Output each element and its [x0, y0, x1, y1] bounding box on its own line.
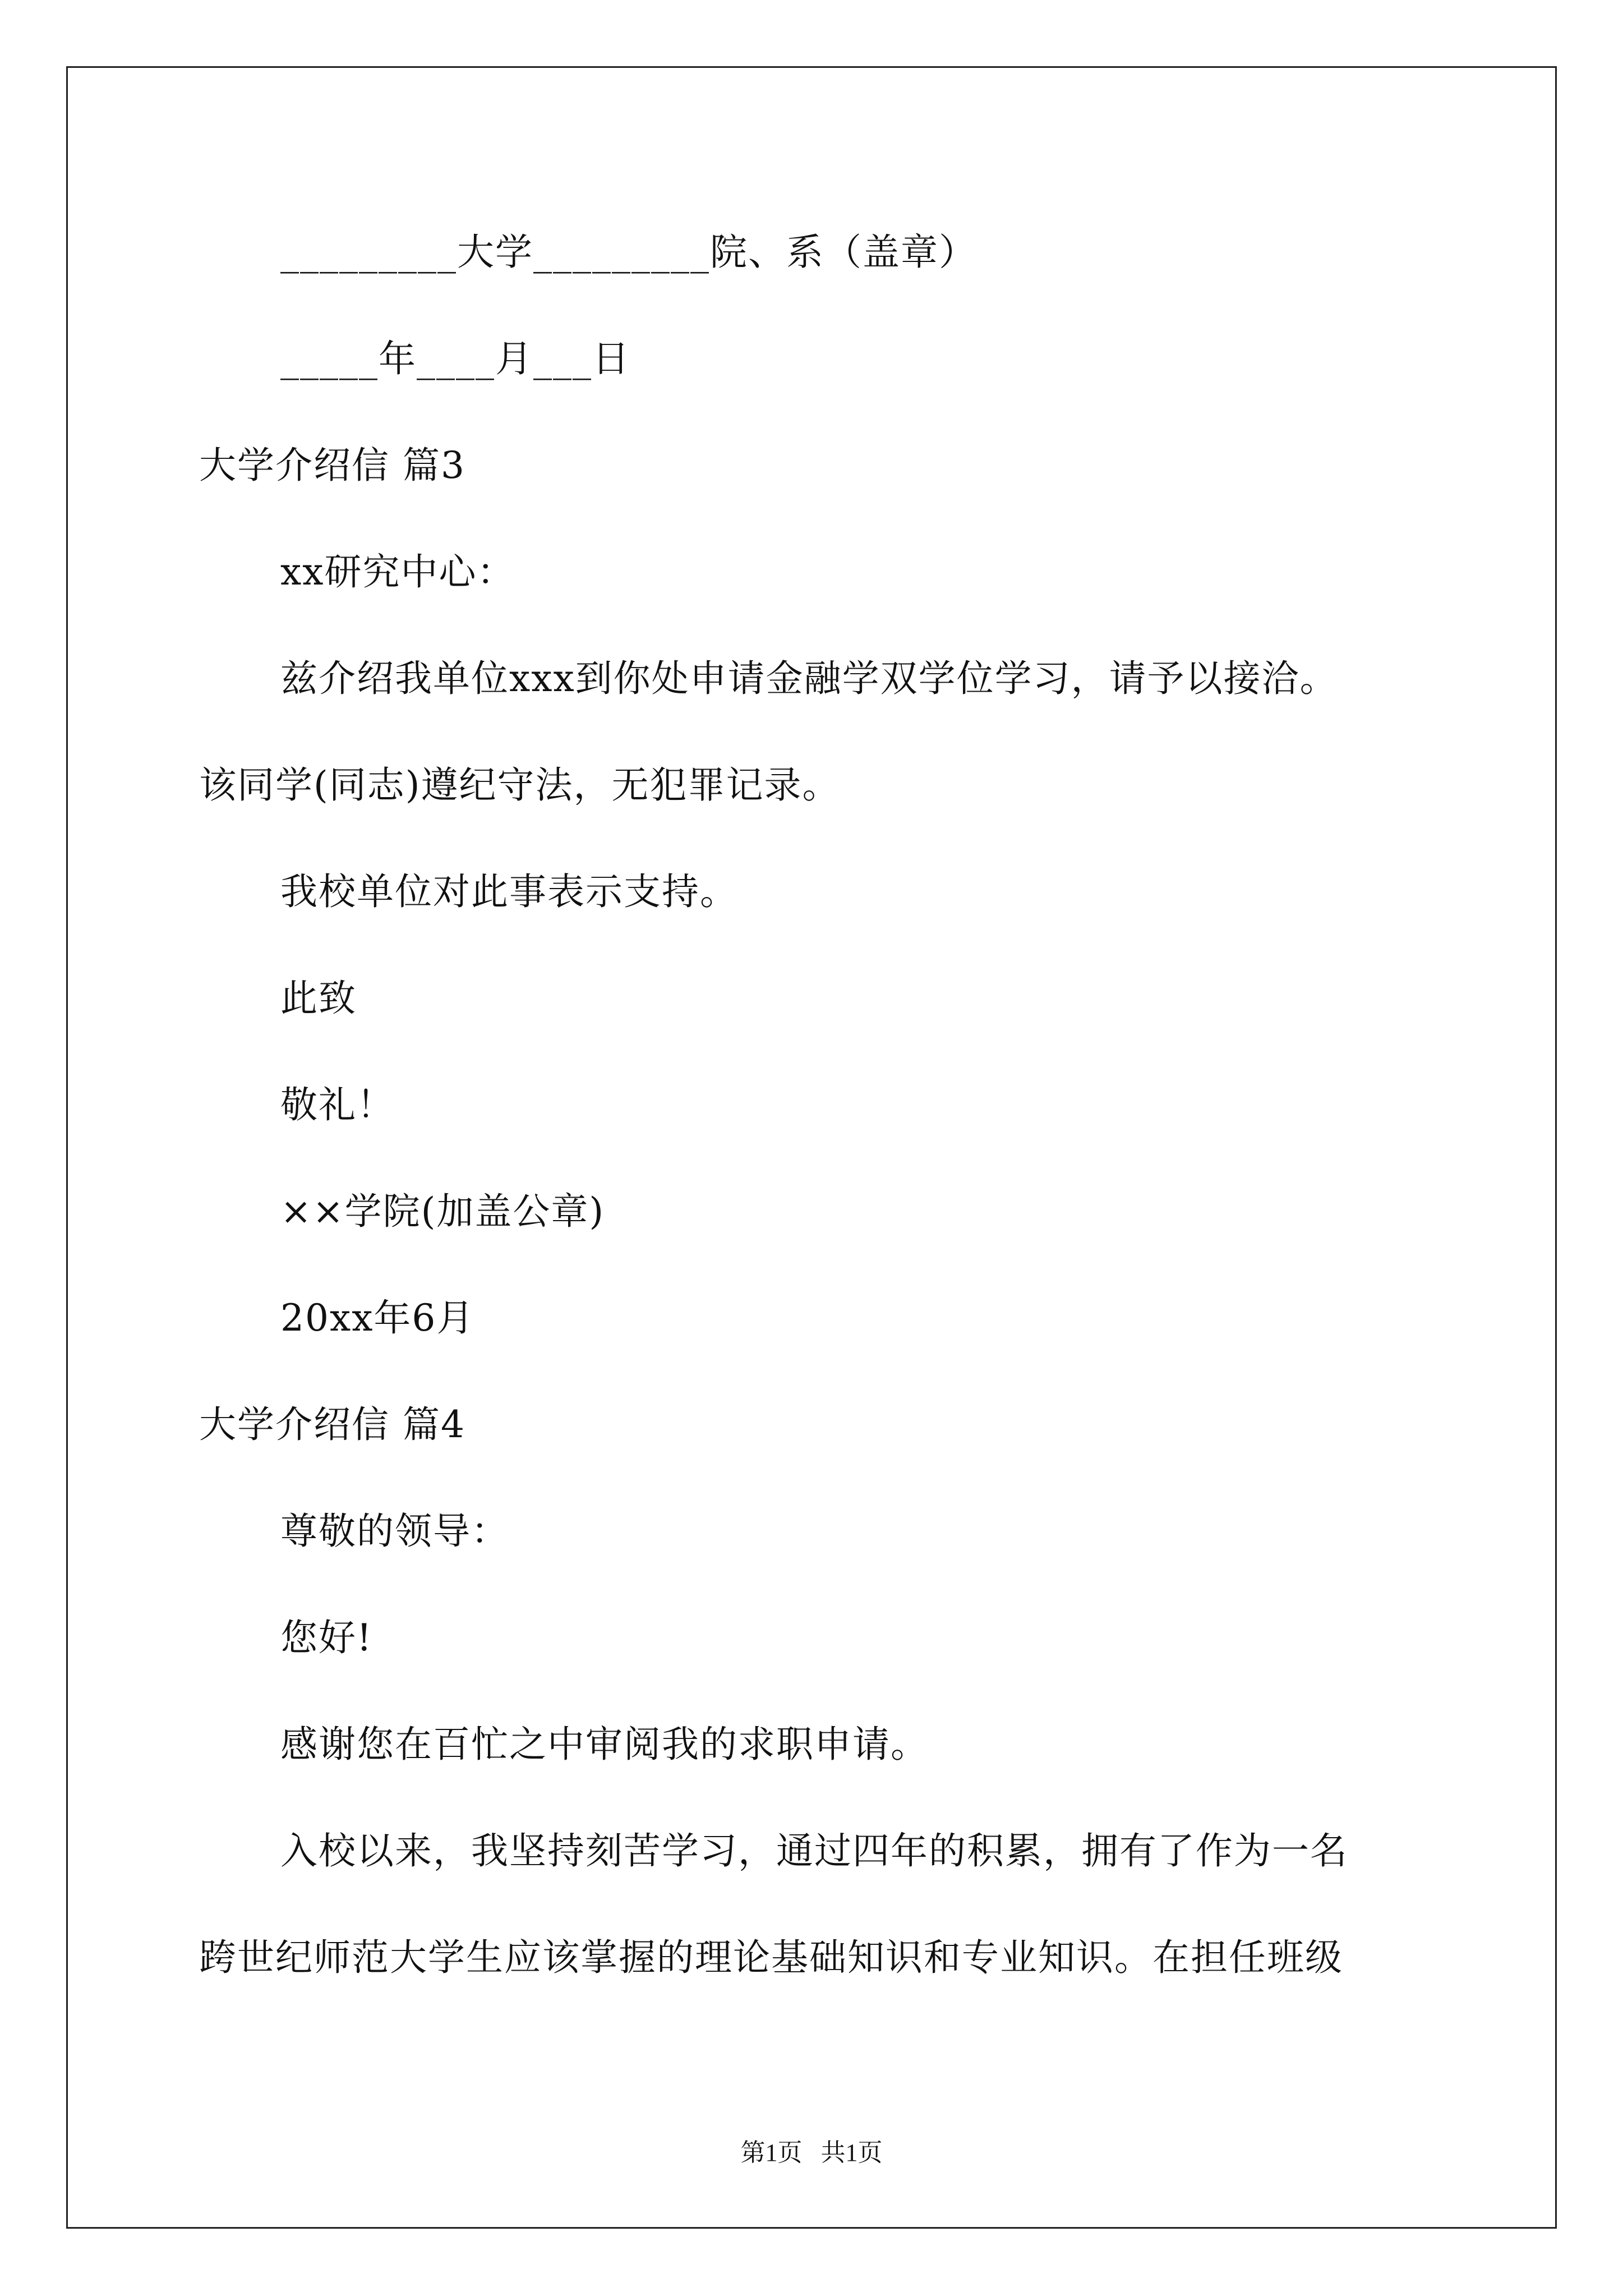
body-paragraph-study: 入校以来，我坚持刻苦学习，通过四年的积累，拥有了作为一名: [280, 1829, 1348, 1872]
salutation-recipient: xx研究中心：: [280, 550, 515, 593]
date-blank-line: _____年____月___日: [280, 337, 630, 380]
page-border: [66, 66, 1557, 2229]
body-paragraph-intro-continued: 该同学(同志)遵纪守法，无犯罪记录。: [199, 763, 841, 807]
greeting: 您好!: [280, 1616, 373, 1659]
closing-cizhi: 此致: [280, 977, 357, 1020]
body-paragraph-study-continued: 跨世纪师范大学生应该掌握的理论基础知识和专业知识。在担任班级: [199, 1936, 1343, 1979]
salutation-leader: 尊敬的领导：: [280, 1510, 509, 1553]
body-paragraph-thanks: 感谢您在百忙之中审阅我的求职申请。: [280, 1723, 929, 1766]
section-heading-4: 大学介绍信 篇4: [199, 1403, 465, 1446]
body-paragraph-support: 我校单位对此事表示支持。: [280, 870, 738, 913]
signature-date: 20xx年6月: [280, 1296, 475, 1340]
closing-jingli: 敬礼！: [280, 1083, 395, 1126]
page-footer: 第1页 共1页: [740, 2139, 883, 2166]
seal-signature-line: _________大学_________院、系（盖章）: [280, 231, 977, 274]
body-paragraph-intro: 兹介绍我单位xxx到你处申请金融学双学位学习，请予以接洽。: [280, 657, 1338, 700]
signature-college: ××学院(加盖公章): [280, 1190, 605, 1233]
section-heading-3: 大学介绍信 篇3: [199, 444, 465, 487]
